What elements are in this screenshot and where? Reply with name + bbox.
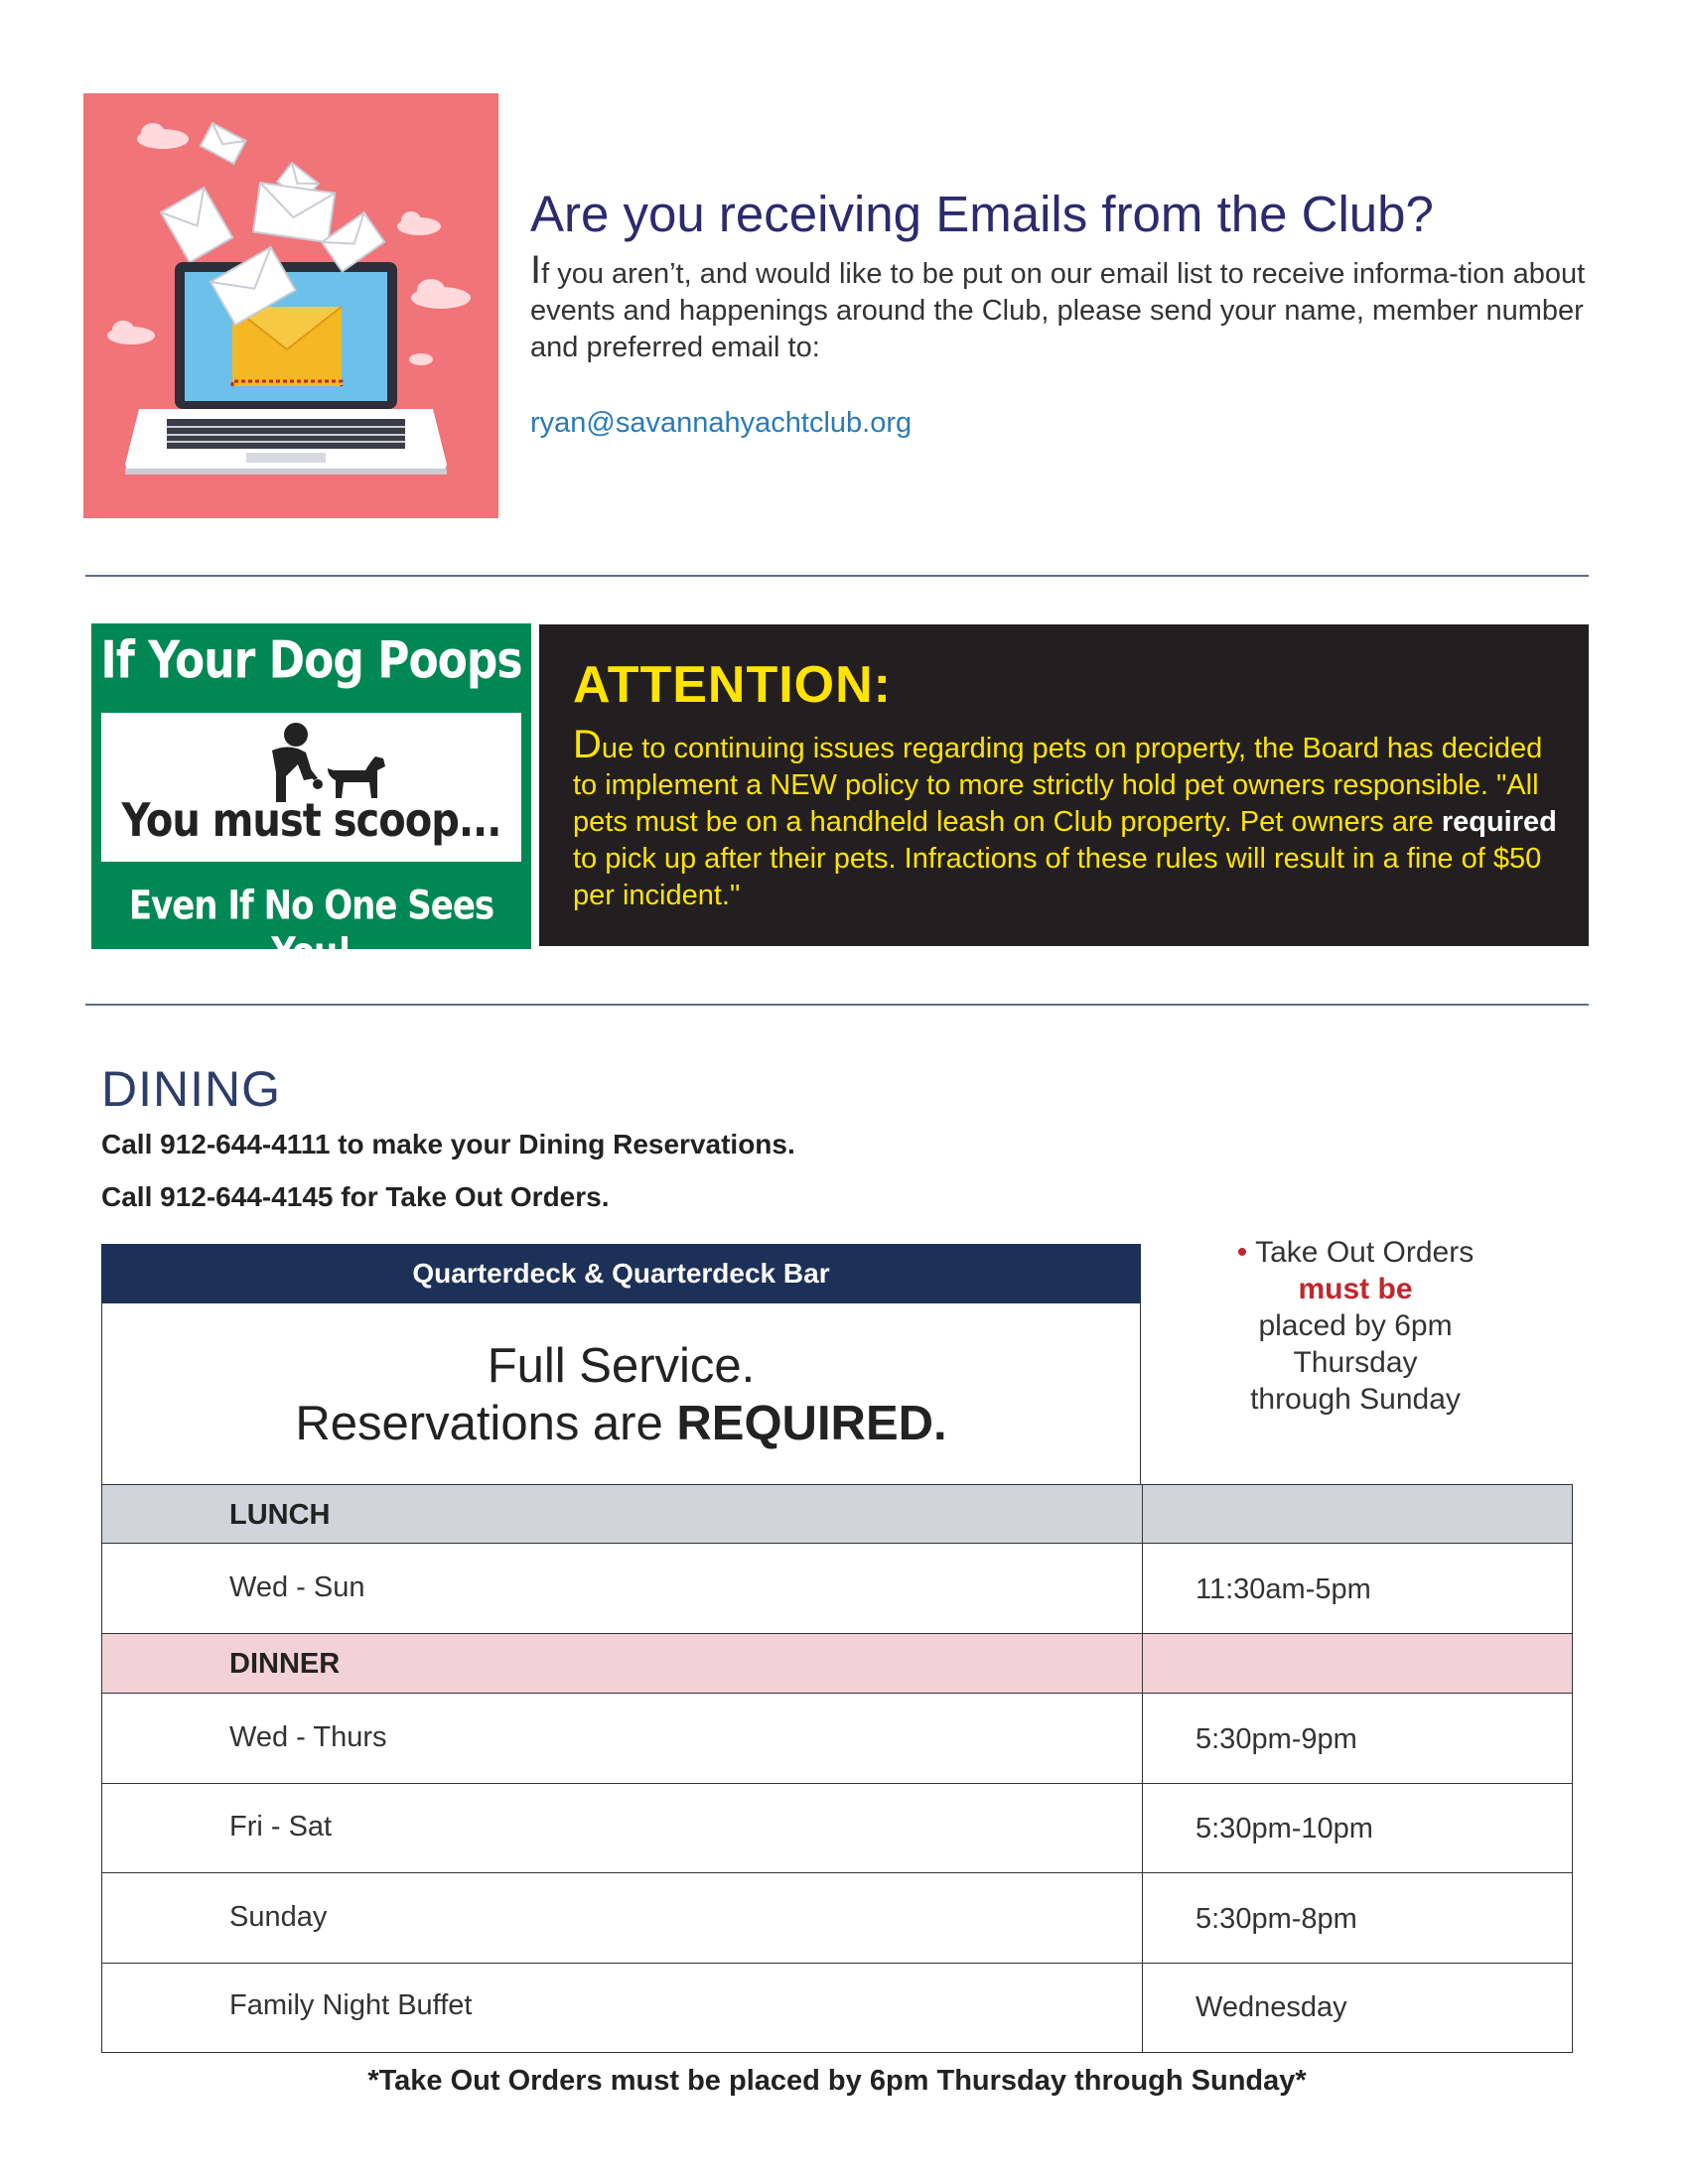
section-divider bbox=[85, 575, 1589, 577]
row-label: Fri - Sat bbox=[229, 1811, 333, 1843]
sidenote-line-3: placed by 6pm bbox=[1258, 1309, 1453, 1342]
column-divider bbox=[1142, 1964, 1143, 2052]
attention-body-bold: required bbox=[1441, 806, 1557, 838]
service-line-2-bold: REQUIRED. bbox=[676, 1397, 947, 1450]
email-section-body bbox=[530, 248, 1593, 366]
row-label: LUNCH bbox=[229, 1499, 331, 1531]
dog-sign-middle: You must scoop... bbox=[121, 794, 501, 848]
column-divider bbox=[1142, 1634, 1143, 1693]
table-row bbox=[101, 1694, 1573, 1784]
email-section-title: Are you receiving Emails from the Club? bbox=[530, 186, 1434, 242]
dog-sign-panel bbox=[101, 713, 521, 862]
takeout-sidenote bbox=[1142, 1234, 1569, 1418]
column-divider bbox=[1142, 1485, 1143, 1543]
column-divider bbox=[1142, 1873, 1143, 1963]
dropcap: D bbox=[573, 723, 602, 766]
dining-table-header: Quarterdeck & Quarterdeck Bar bbox=[101, 1244, 1141, 1303]
dining-reservations-line: Call 912-644-4111 to make your Dining Reservations. bbox=[101, 1129, 795, 1160]
dining-title: DINING bbox=[101, 1061, 281, 1117]
column-divider bbox=[1142, 1544, 1143, 1633]
attention-body bbox=[573, 723, 1566, 914]
sidenote-line-1: Take Out Orders bbox=[1255, 1236, 1475, 1269]
column-divider bbox=[1142, 1784, 1143, 1872]
table-row-dinner bbox=[101, 1634, 1573, 1694]
bullet-icon: • bbox=[1236, 1236, 1248, 1269]
attention-title: ATTENTION: bbox=[573, 656, 892, 714]
email-body-text: f you aren’t, and would like to be put on our email list to receive informa-tion about events and happenings around the Club, please send your name, member number and preferred email to: bbox=[530, 258, 1586, 363]
row-value: 5:30pm-10pm bbox=[1196, 1813, 1373, 1844]
row-label: Family Night Buffet bbox=[229, 1989, 473, 2021]
dropcap: I bbox=[530, 248, 542, 292]
attention-body-part1: ue to continuing issues regarding pets on property, the Board has decided to implement a NEW policy to more strictly hold pet owners responsible. "All pets must be on a handheld leash on Club property. Pet owners are bbox=[573, 733, 1543, 838]
section-divider bbox=[85, 1004, 1589, 1006]
row-value: 5:30pm-8pm bbox=[1196, 1903, 1357, 1935]
table-row-lunch bbox=[101, 1484, 1573, 1544]
takeout-footnote: *Take Out Orders must be placed by 6pm Thursday through Sunday* bbox=[367, 2065, 1307, 2097]
attention-body-part2: to pick up after their pets. Infractions of these rules will result in a fine of $50 per incident." bbox=[573, 843, 1542, 911]
table-row bbox=[101, 1873, 1573, 1964]
service-line-2 bbox=[101, 1396, 1141, 1451]
row-value: 11:30am-5pm bbox=[1196, 1573, 1371, 1605]
contact-email-link[interactable]: ryan@savannahyachtclub.org bbox=[530, 407, 913, 439]
service-line-1: Full Service. bbox=[487, 1339, 756, 1393]
sidenote-line-5: through Sunday bbox=[1250, 1383, 1461, 1416]
row-value: Wednesday bbox=[1196, 1991, 1347, 2023]
table-row bbox=[101, 1964, 1573, 2053]
service-box bbox=[101, 1303, 1141, 1484]
row-label: Wed - Thurs bbox=[229, 1721, 387, 1753]
dog-sign-footer: Even If No One Sees You! bbox=[128, 882, 494, 977]
service-line-2-prefix: Reservations are bbox=[295, 1397, 677, 1450]
dog-sign-header: If Your Dog Poops bbox=[100, 630, 522, 691]
row-value: 5:30pm-9pm bbox=[1196, 1723, 1357, 1755]
dining-takeout-line: Call 912-644-4145 for Take Out Orders. bbox=[101, 1181, 610, 1212]
table-row bbox=[101, 1544, 1573, 1634]
dog-poop-sign bbox=[91, 623, 531, 977]
sidenote-line-2: must be bbox=[1298, 1273, 1413, 1305]
email-laptop-illustration bbox=[83, 93, 498, 518]
row-label: Sunday bbox=[229, 1901, 328, 1933]
row-label: DINNER bbox=[229, 1648, 341, 1680]
table-row bbox=[101, 1784, 1573, 1873]
column-divider bbox=[1142, 1694, 1143, 1783]
sidenote-line-4: Thursday bbox=[1293, 1346, 1418, 1379]
row-label: Wed - Sun bbox=[229, 1571, 365, 1603]
